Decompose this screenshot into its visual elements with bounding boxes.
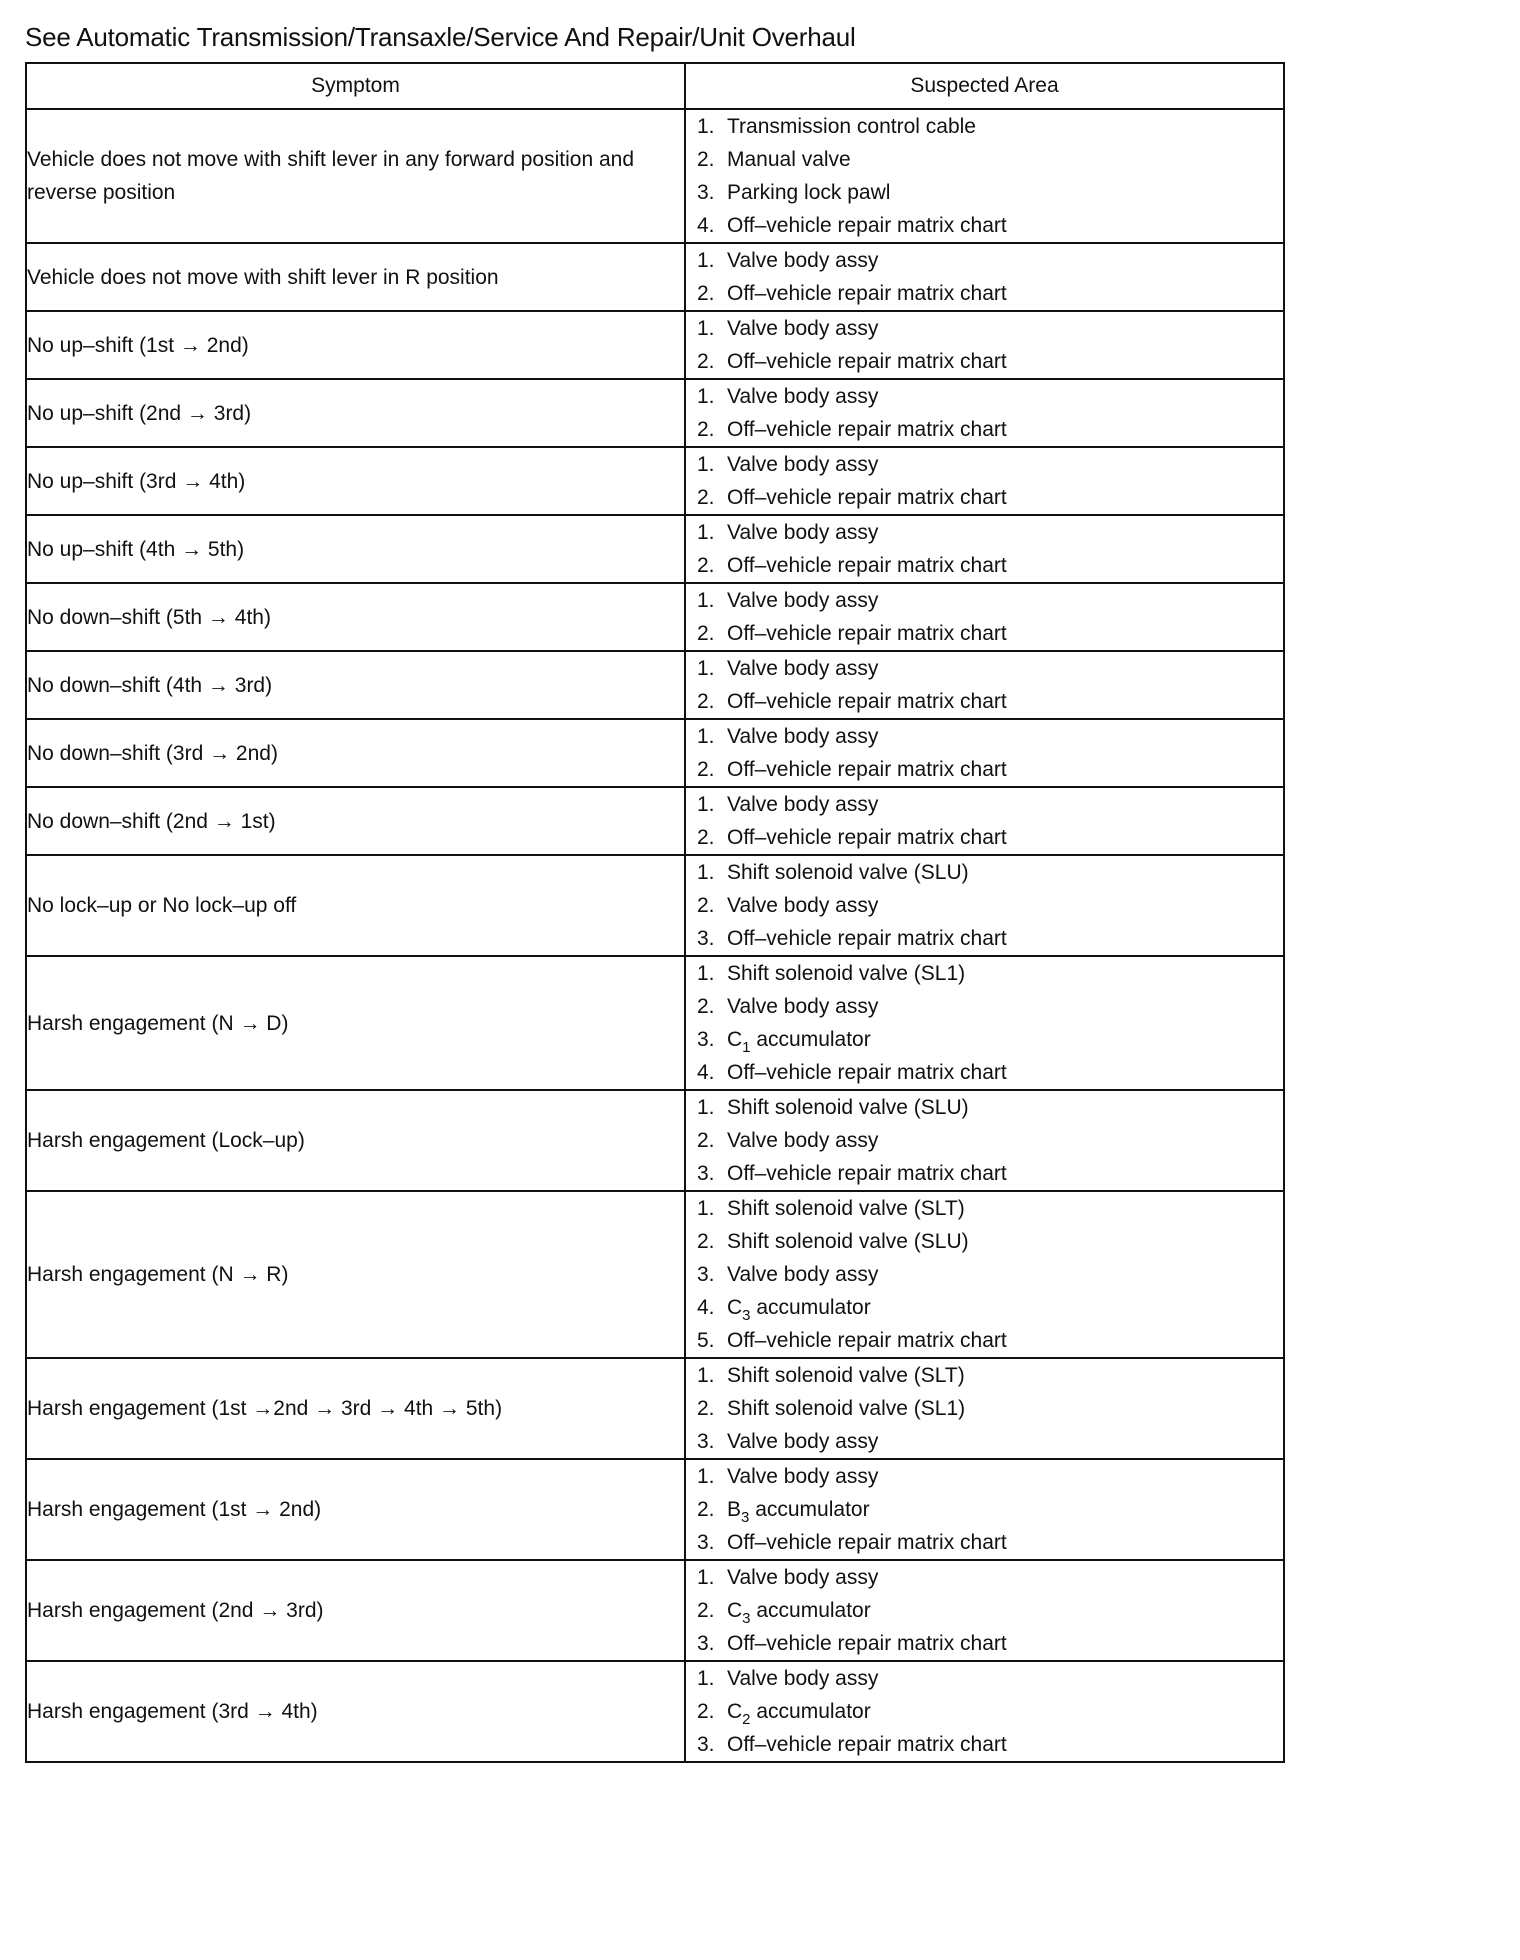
- list-item: [697, 957, 1283, 990]
- symptom-table: [25, 62, 1285, 1763]
- table-row: [26, 956, 1284, 1090]
- item-text: Shift solenoid valve (SLU): [727, 861, 969, 884]
- list-item: [697, 922, 1283, 955]
- item-number: 2.: [697, 1129, 715, 1152]
- suspected-area-list: [686, 957, 1283, 1089]
- item-number: 3.: [697, 1733, 715, 1756]
- list-item: [697, 1056, 1283, 1089]
- table-row: [26, 379, 1284, 447]
- table-row: [26, 651, 1284, 719]
- item-number: 4.: [697, 1061, 715, 1084]
- suspected-area-cell: [685, 1661, 1284, 1762]
- list-item: [697, 584, 1283, 617]
- list-item: [697, 1561, 1283, 1594]
- symptom-cell: Harsh engagement (2nd → 3rd): [26, 1560, 685, 1661]
- item-text: Valve body assy: [727, 894, 879, 917]
- suspected-area-list: [686, 1091, 1283, 1190]
- item-text: B: [727, 1498, 742, 1521]
- item-number: 1.: [697, 1364, 715, 1387]
- suspected-area-cell: [685, 1358, 1284, 1459]
- item-number: 1.: [697, 317, 715, 340]
- table-row: [26, 243, 1284, 311]
- item-number: 1.: [697, 385, 715, 408]
- table-body: [26, 109, 1284, 1762]
- item-text: Off–vehicle repair matrix chart: [727, 927, 1007, 950]
- list-item: [697, 312, 1283, 345]
- item-number: 1.: [697, 521, 715, 544]
- item-text: Parking lock pawl: [727, 181, 891, 204]
- item-text: Off–vehicle repair matrix chart: [727, 282, 1007, 305]
- item-text: C: [727, 1700, 743, 1723]
- list-item: [697, 1324, 1283, 1357]
- list-item: [697, 821, 1283, 854]
- item-text: Off–vehicle repair matrix chart: [727, 1632, 1007, 1655]
- list-item: [697, 1627, 1283, 1660]
- item-number: 3.: [697, 1263, 715, 1286]
- item-text: Valve body assy: [727, 521, 879, 544]
- item-number: 1.: [697, 1465, 715, 1488]
- suspected-area-cell: [685, 447, 1284, 515]
- table-row: [26, 855, 1284, 956]
- item-number: 2.: [697, 554, 715, 577]
- item-number: 2.: [697, 1700, 715, 1723]
- item-text: Off–vehicle repair matrix chart: [727, 214, 1007, 237]
- suspected-area-cell: [685, 1191, 1284, 1358]
- list-item: [697, 549, 1283, 582]
- item-number: 1.: [697, 1096, 715, 1119]
- item-text: Valve body assy: [727, 1667, 879, 1690]
- list-item: [697, 1225, 1283, 1258]
- suspected-area-list: [686, 584, 1283, 650]
- item-number: 5.: [697, 1329, 715, 1352]
- suspected-area-list: [686, 856, 1283, 955]
- item-number: 4.: [697, 1296, 715, 1319]
- item-number: 2.: [697, 1397, 715, 1420]
- symptom-cell: No down–shift (5th → 4th): [26, 583, 685, 651]
- suspected-area-cell: [685, 956, 1284, 1090]
- item-number: 1.: [697, 725, 715, 748]
- suspected-area-cell: [685, 583, 1284, 651]
- item-text: Off–vehicle repair matrix chart: [727, 554, 1007, 577]
- item-number: 2.: [697, 1230, 715, 1253]
- suspected-area-list: [686, 1460, 1283, 1559]
- symptom-cell: No down–shift (4th → 3rd): [26, 651, 685, 719]
- symptom-cell: No up–shift (3rd → 4th): [26, 447, 685, 515]
- item-text: Off–vehicle repair matrix chart: [727, 1162, 1007, 1185]
- suspected-area-cell: [685, 311, 1284, 379]
- item-text-suffix: accumulator: [749, 1498, 870, 1521]
- list-item: [697, 209, 1283, 242]
- table-row: [26, 311, 1284, 379]
- list-item: [697, 380, 1283, 413]
- symptom-cell: No up–shift (1st → 2nd): [26, 311, 685, 379]
- item-number: 1.: [697, 115, 715, 138]
- item-text: Valve body assy: [727, 589, 879, 612]
- symptom-cell: No down–shift (3rd → 2nd): [26, 719, 685, 787]
- suspected-area-cell: [685, 1090, 1284, 1191]
- list-item: [697, 1594, 1283, 1627]
- list-item: [697, 176, 1283, 209]
- symptom-cell: Harsh engagement (1st → 2nd): [26, 1459, 685, 1560]
- symptom-cell: No down–shift (2nd → 1st): [26, 787, 685, 855]
- item-text: Off–vehicle repair matrix chart: [727, 1733, 1007, 1756]
- symptom-cell: Harsh engagement (3rd → 4th): [26, 1661, 685, 1762]
- suspected-area-list: [686, 1359, 1283, 1458]
- suspected-area-cell: [685, 1560, 1284, 1661]
- item-number: 2.: [697, 486, 715, 509]
- item-subscript: 2: [742, 1711, 751, 1728]
- suspected-area-cell: [685, 855, 1284, 956]
- list-item: [697, 617, 1283, 650]
- item-text: Valve body assy: [727, 793, 879, 816]
- suspected-area-list: [686, 380, 1283, 446]
- item-number: 2.: [697, 1599, 715, 1622]
- item-number: 2.: [697, 622, 715, 645]
- suspected-area-list: [686, 516, 1283, 582]
- item-text: Off–vehicle repair matrix chart: [727, 1061, 1007, 1084]
- item-number: 1.: [697, 1197, 715, 1220]
- list-item: [697, 1359, 1283, 1392]
- item-text-suffix: accumulator: [750, 1296, 871, 1319]
- item-number: 2.: [697, 690, 715, 713]
- list-item: [697, 1493, 1283, 1526]
- item-text: Valve body assy: [727, 1465, 879, 1488]
- list-item: [697, 1157, 1283, 1190]
- list-item: [697, 1023, 1283, 1056]
- item-text: Off–vehicle repair matrix chart: [727, 758, 1007, 781]
- list-item: [697, 1091, 1283, 1124]
- item-number: 4.: [697, 214, 715, 237]
- suspected-area-list: [686, 1662, 1283, 1761]
- item-number: 2.: [697, 826, 715, 849]
- item-text: Valve body assy: [727, 1566, 879, 1589]
- symptom-cell: No up–shift (4th → 5th): [26, 515, 685, 583]
- item-text: Manual valve: [727, 148, 851, 171]
- item-number: 3.: [697, 1531, 715, 1554]
- item-text: Off–vehicle repair matrix chart: [727, 418, 1007, 441]
- item-text: Off–vehicle repair matrix chart: [727, 690, 1007, 713]
- table-row: [26, 109, 1284, 243]
- item-text: Valve body assy: [727, 317, 879, 340]
- item-text: Valve body assy: [727, 995, 879, 1018]
- list-item: [697, 110, 1283, 143]
- item-text-suffix: accumulator: [750, 1599, 871, 1622]
- list-item: [697, 345, 1283, 378]
- table-header-row: [26, 63, 1284, 109]
- symptom-cell: Harsh engagement (Lock–up): [26, 1090, 685, 1191]
- item-number: 1.: [697, 861, 715, 884]
- item-text: C: [727, 1599, 743, 1622]
- item-text: Valve body assy: [727, 1129, 879, 1152]
- suspected-area-list: [686, 312, 1283, 378]
- suspected-area-cell: [685, 109, 1284, 243]
- list-item: [697, 1460, 1283, 1493]
- list-item: [697, 448, 1283, 481]
- list-item: [697, 1425, 1283, 1458]
- item-number: 2.: [697, 282, 715, 305]
- list-item: [697, 856, 1283, 889]
- item-number: 3.: [697, 1028, 715, 1051]
- item-text: Off–vehicle repair matrix chart: [727, 622, 1007, 645]
- symptom-cell: Harsh engagement (N → R): [26, 1191, 685, 1358]
- list-item: [697, 990, 1283, 1023]
- list-item: [697, 1124, 1283, 1157]
- suspected-area-list: [686, 448, 1283, 514]
- table-row: [26, 1661, 1284, 1762]
- list-item: [697, 516, 1283, 549]
- list-item: [697, 720, 1283, 753]
- list-item: [697, 143, 1283, 176]
- item-text: C: [727, 1028, 743, 1051]
- suspected-area-cell: [685, 1459, 1284, 1560]
- list-item: [697, 1526, 1283, 1559]
- list-item: [697, 1291, 1283, 1324]
- item-text: C: [727, 1296, 743, 1319]
- suspected-area-list: [686, 652, 1283, 718]
- item-text: Shift solenoid valve (SLT): [727, 1364, 965, 1387]
- item-number: 1.: [697, 1566, 715, 1589]
- item-number: 1.: [697, 249, 715, 272]
- suspected-area-column-header: Suspected Area: [685, 63, 1284, 109]
- item-number: 3.: [697, 181, 715, 204]
- list-item: [697, 652, 1283, 685]
- symptom-column-header: Symptom: [26, 63, 685, 109]
- item-text: Shift solenoid valve (SLT): [727, 1197, 965, 1220]
- item-text: Off–vehicle repair matrix chart: [727, 1329, 1007, 1352]
- table-row: [26, 719, 1284, 787]
- item-text-suffix: accumulator: [750, 1028, 871, 1051]
- symptom-cell: Harsh engagement (N → D): [26, 956, 685, 1090]
- item-subscript: 3: [742, 1307, 751, 1324]
- list-item: [697, 889, 1283, 922]
- item-number: 1.: [697, 657, 715, 680]
- item-text: Off–vehicle repair matrix chart: [727, 486, 1007, 509]
- item-text: Shift solenoid valve (SLU): [727, 1230, 969, 1253]
- suspected-area-list: [686, 244, 1283, 310]
- item-number: 1.: [697, 793, 715, 816]
- suspected-area-cell: [685, 787, 1284, 855]
- list-item: [697, 244, 1283, 277]
- item-text: Shift solenoid valve (SL1): [727, 962, 966, 985]
- table-row: [26, 447, 1284, 515]
- item-text: Transmission control cable: [727, 115, 976, 138]
- item-text: Off–vehicle repair matrix chart: [727, 350, 1007, 373]
- list-item: [697, 685, 1283, 718]
- list-item: [697, 1695, 1283, 1728]
- table-row: [26, 583, 1284, 651]
- item-number: 2.: [697, 148, 715, 171]
- item-number: 2.: [697, 1498, 715, 1521]
- item-text: Off–vehicle repair matrix chart: [727, 826, 1007, 849]
- item-subscript: 1: [742, 1039, 751, 1056]
- list-item: [697, 1258, 1283, 1291]
- suspected-area-list: [686, 788, 1283, 854]
- item-text: Off–vehicle repair matrix chart: [727, 1531, 1007, 1554]
- item-number: 1.: [697, 589, 715, 612]
- suspected-area-cell: [685, 515, 1284, 583]
- table-row: [26, 1358, 1284, 1459]
- symptom-cell: No up–shift (2nd → 3rd): [26, 379, 685, 447]
- item-number: 2.: [697, 758, 715, 781]
- table-row: [26, 787, 1284, 855]
- item-number: 2.: [697, 350, 715, 373]
- item-number: 3.: [697, 1430, 715, 1453]
- item-number: 2.: [697, 995, 715, 1018]
- item-text: Valve body assy: [727, 725, 879, 748]
- item-number: 3.: [697, 927, 715, 950]
- item-text: Valve body assy: [727, 385, 879, 408]
- item-text: Valve body assy: [727, 1430, 879, 1453]
- item-text: Shift solenoid valve (SLU): [727, 1096, 969, 1119]
- item-text: Valve body assy: [727, 1263, 879, 1286]
- item-number: 1.: [697, 962, 715, 985]
- list-item: [697, 1662, 1283, 1695]
- suspected-area-cell: [685, 243, 1284, 311]
- table-row: [26, 1560, 1284, 1661]
- item-number: 3.: [697, 1162, 715, 1185]
- suspected-area-list: [686, 1561, 1283, 1660]
- list-item: [697, 1192, 1283, 1225]
- item-text: Valve body assy: [727, 249, 879, 272]
- symptom-cell: Vehicle does not move with shift lever in any forward position and reverse position: [26, 109, 685, 243]
- suspected-area-list: [686, 110, 1283, 242]
- item-subscript: 3: [742, 1610, 751, 1627]
- table-row: [26, 1191, 1284, 1358]
- list-item: [697, 753, 1283, 786]
- item-text: Shift solenoid valve (SL1): [727, 1397, 966, 1420]
- list-item: [697, 277, 1283, 310]
- item-number: 2.: [697, 894, 715, 917]
- suspected-area-cell: [685, 379, 1284, 447]
- suspected-area-cell: [685, 719, 1284, 787]
- symptom-cell: Harsh engagement (1st →2nd → 3rd → 4th → 5th): [26, 1358, 685, 1459]
- table-row: [26, 1090, 1284, 1191]
- page-title: See Automatic Transmission/Transaxle/Service And Repair/Unit Overhaul: [25, 22, 856, 52]
- symptom-cell: Vehicle does not move with shift lever in R position: [26, 243, 685, 311]
- symptom-cell: No lock–up or No lock–up off: [26, 855, 685, 956]
- item-text: Valve body assy: [727, 453, 879, 476]
- list-item: [697, 413, 1283, 446]
- suspected-area-list: [686, 1192, 1283, 1357]
- item-subscript: 3: [741, 1509, 750, 1526]
- table-row: [26, 1459, 1284, 1560]
- item-number: 2.: [697, 418, 715, 441]
- suspected-area-list: [686, 720, 1283, 786]
- table-row: [26, 515, 1284, 583]
- item-number: 1.: [697, 1667, 715, 1690]
- item-number: 3.: [697, 1632, 715, 1655]
- list-item: [697, 788, 1283, 821]
- list-item: [697, 1728, 1283, 1761]
- item-number: 1.: [697, 453, 715, 476]
- list-item: [697, 1392, 1283, 1425]
- item-text-suffix: accumulator: [750, 1700, 871, 1723]
- list-item: [697, 481, 1283, 514]
- item-text: Valve body assy: [727, 657, 879, 680]
- suspected-area-cell: [685, 651, 1284, 719]
